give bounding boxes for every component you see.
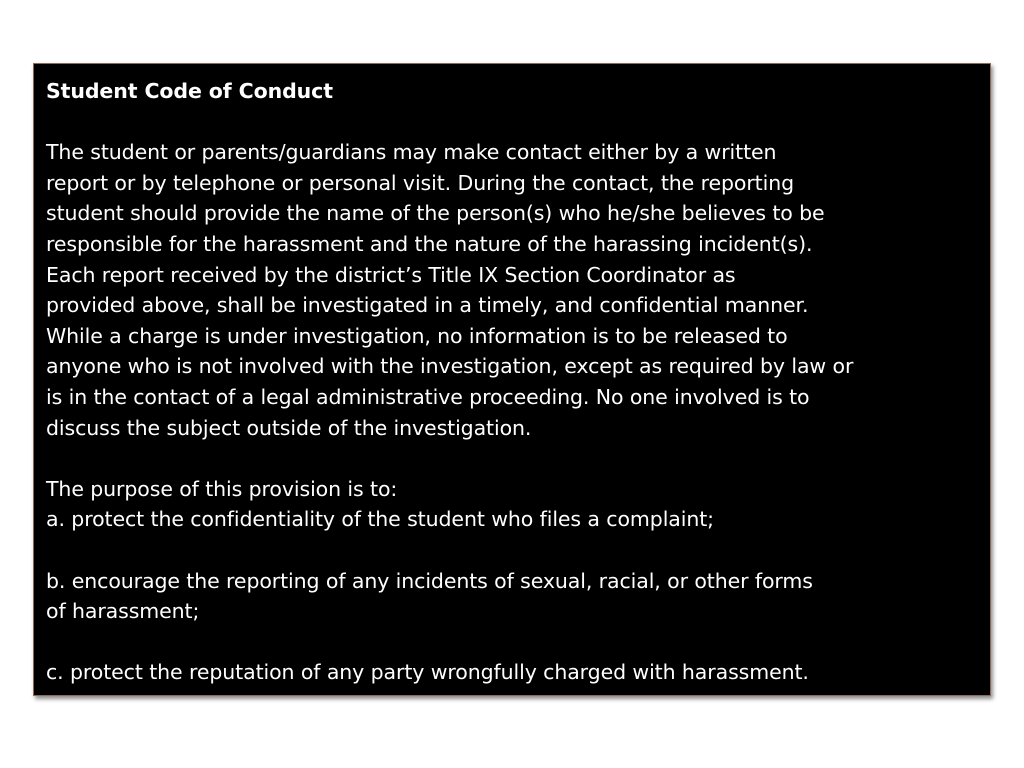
list-item-line: b. encourage the reporting of any incidents of sexual, racial, or other forms [46,568,813,593]
paragraph-line: discuss the subject outside of the investigation. [46,415,532,440]
paragraph-line: provided above, shall be investigated in a timely, and confidential manner. [46,293,809,318]
paragraph-line: student should provide the name of the person(s) who he/she believes to be [46,201,825,226]
paragraph-line: anyone who is not involved with the investigation, except as required by law or [46,354,854,379]
list-item-line: of harassment; [46,599,200,624]
spacer [46,443,980,474]
spacer [46,627,980,658]
list-item-a: a. protect the confidentiality of the student who files a complaint; [46,507,714,532]
paragraph-line: While a charge is under investigation, no information is to be released to [46,323,788,348]
text-box [33,63,991,696]
list-item-b [46,566,980,627]
paragraph-line: Each report received by the district’s Title IX Section Coordinator as [46,262,736,287]
paragraph-line: report or by telephone or personal visit. During the contact, the reporting [46,170,795,195]
spacer [46,107,980,138]
paragraph-line: responsible for the harassment and the nature of the harassing incident(s). [46,231,813,256]
document-title: Student Code of Conduct [46,79,333,103]
purpose-intro: The purpose of this provision is to: [46,476,398,501]
list-item-c: c. protect the reputation of any party wrongfully charged with harassment. [46,660,809,685]
spacer [46,535,980,566]
paragraph-line: The student or parents/guardians may make contact either by a written [46,140,777,165]
paragraph-line: is in the contact of a legal administrative proceeding. No one involved is to [46,384,810,409]
paragraph-reporting [46,137,980,443]
